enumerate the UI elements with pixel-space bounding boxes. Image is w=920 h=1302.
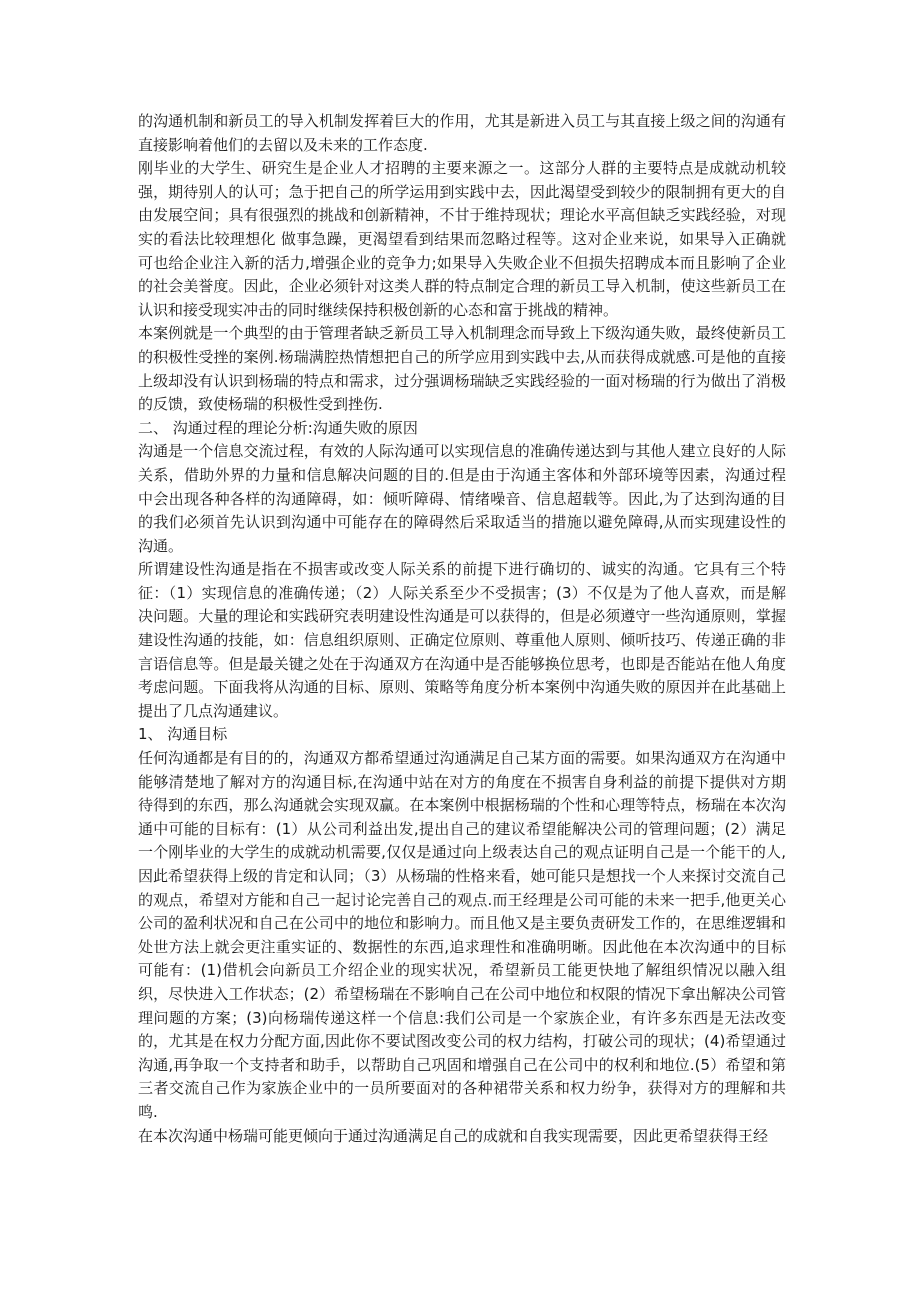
paragraph-closing: 在本次沟通中杨瑞可能更倾向于通过沟通满足自己的成就和自我实现需要，因此更希望获得王经 [138,1126,769,1145]
paragraph-communication-process: 沟通是一个信息交流过程，有效的人际沟通可以实现信息的准确传递达到与其他人建立良好的人际关系，借助外界的力量和信息解决问题的目的.但是由于沟通主客体和外部环境等因素，沟通过程中会出现各种各样的沟通障碍，如：倾听障碍、情绪噪音、信息超载等。因此,为了达到沟通的目的我们必须首先认识到沟通中可能存在的障碍然后采取适当的措施以避免障碍,从而实现建设性的沟通。 [138,442,786,555]
subsection-heading-goals: 1、 沟通目标 [138,725,228,744]
paragraph-intro: 的沟通机制和新员工的导入机制发挥着巨大的作用，尤其是新进入员工与其直接上级之间的沟通有直接影响着他们的去留以及未来的工作态度. [138,112,786,154]
paragraph-constructive-communication: 所谓建设性沟通是指在不损害或改变人际关系的前提下进行确切的、诚实的沟通。它具有三个特征：（1）实现信息的准确传递；（2）人际关系至少不受损害；(3）不仅是为了他人喜欢，而是解决问题。大量的理论和实践研究表明建设性沟通是可以获得的，但是必须遵守一些沟通原则，掌握建设性沟通的技能，如：信息组织原则、正确定位原则、尊重他人原则、倾听技巧、传递正确的非言语信息等。但是最关键之处在于沟通双方在沟通中是否能够换位思考，也即是否能站在他人角度考虑问题。下面我将从沟通的目标、原则、策略等角度分析本案例中沟通失败的原因并在此基础上提出了几点沟通建议。 [138,560,786,720]
paragraph-goals: 任何沟通都是有目的的，沟通双方都希望通过沟通满足自己某方面的需要。如果沟通双方在沟通中能够清楚地了解对方的沟通目标,在沟通中站在对方的角度在不损害自身利益的前提下提供对方期待得到的东西，那么沟通就会实现双赢。在本案例中根据杨瑞的个性和心理等特点，杨瑞在本次沟通中可能的目标有：(1）从公司利益出发,提出自己的建议希望能解决公司的管理问题；(2）满足一个刚毕业的大学生的成就动机需要,仅仅是通过向上级表达自己的观点证明自己是一个能干的人,因此希望获得上级的肯定和认同；（3）从杨瑞的性格来看，她可能只是想找一个人来探讨交流自己的观点，希望对方能和自己一起讨论完善自己的观点.而王经理是公司可能的未来一把手,他更关心公司的盈利状况和自己在公司中的地位和影响力。而且他又是主要负责研发工作的，在思维逻辑和处世方法上就会更注重实证的、数据性的东西,追求理性和准确明晰。因此他在本次沟通中的目标可能有：(1)借机会向新员工介绍企业的现实状况，希望新员工能更快地了解组织情况以融入组织，尽快进入工作状态；(2）希望杨瑞在不影响自己在公司中地位和权限的情况下拿出解决公司管理问题的方案；(3)向杨瑞传递这样一个信息:我们公司是一个家族企业，有许多东西是无法改变的，尤其是在权力分配方面,因此你不要试图改变公司的权力结构，打破公司的现状；(4)希望通过沟通,再争取一个支持者和助手，以帮助自己巩固和增强自己在公司中的权利和地位.(5）希望和第三者交流自己作为家族企业中的一员所要面对的各种裙带关系和权力纷争，获得对方的理解和共鸣. [138,749,786,1121]
paragraph-case: 本案例就是一个典型的由于管理者缺乏新员工导入机制理念而导致上下级沟通失败，最终使新员工的积极性受挫的案例.杨瑞满腔热情想把自己的所学应用到实践中去,从而获得成就感.可是他的直接上级却没有认识到杨瑞的特点和需求，过分强调杨瑞缺乏实践经验的一面对杨瑞的行为做出了消极的反馈，致使杨瑞的积极性受到挫伤. [138,324,786,414]
paragraph-graduates: 刚毕业的大学生、研究生是企业人才招聘的主要来源之一。这部分人群的主要特点是成就动机较强，期待别人的认可；急于把自己的所学运用到实践中去，因此渴望受到较少的限制拥有更大的自由发展空间；具有很强烈的挑战和创新精神，不甘于维持现状；理论水平高但缺乏实践经验，对现实的看法比较理想化 做事急躁，更渴望看到结果而忽略过程等。这对企业来说，如果导入正确就可也给企业注入新的活力,增强企业的竞争力;如果导入失败企业不但损失招聘成本而且影响了企业的社会美誉度。因此，企业必须针对这类人群的特点制定合理的新员工导入机制，使这些新员工在认识和接受现实冲击的同时继续保持积极创新的心态和富于挑战的精神。 [138,159,786,319]
section-heading-analysis: 二、 沟通过程的理论分析:沟通失败的原因 [138,418,418,437]
document-body [138,110,786,1148]
